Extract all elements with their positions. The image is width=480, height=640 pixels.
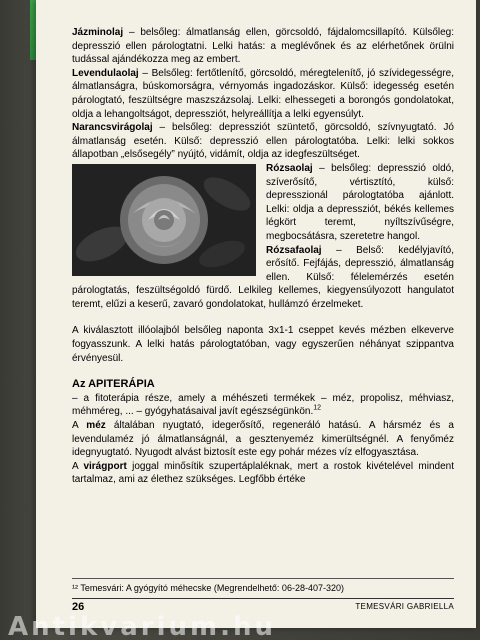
paragraph-jazmin: Jázminolaj – belsőleg: álmatlanság ellen, görcsoldó, fájdalomcsillapító. Külsőleg: depresszió ellen párologtatni. Lelki hatás: a meglévőnek és az elérhetőnek örülni tudással ajándékozza meg az embert. [72, 27, 454, 66]
footnote: ¹² Temesvári: A gyógyító méhecske (Megrendelhető: 06-28-407-320) [72, 578, 454, 594]
term-viragpor: virágport [83, 460, 127, 472]
page-number: 26 [72, 601, 85, 613]
oil-heading-rozsa: Rózsaolaj [266, 162, 313, 174]
paragraph-rozsa: Rózsaolaj – belsőleg: depresszió oldó, szíverősítő, vértisztító, külső: depresszionál párologtatóba ajánlott. Lelki: oldja a depressziót, békés kellemes légkört teremt, nyíltszívűségre, megbocsátásra, szeretetre hangol. [266, 162, 454, 242]
page-footer [72, 598, 454, 613]
oil-heading-rozsafa: Rózsafaolaj [266, 244, 322, 256]
paragraph-levendula: Levendulaolaj – Belsőleg: fertőtlenítő, görcsoldó, méregtelenítő, jó szívidegességre, álmatlanságra, búskomorságra, vérnyomás ingadozáskor. Külső: idegesség esetén párologtató, feszültségre maszszázsolaj. Lelki: elhessegeti a borongós gondolatokat, oldja a lehangoltságot, depressziót, helyreállítja a lelki egyensúlyt. [72, 67, 454, 120]
paragraph-rozsafa: Rózsafaolaj – Belső: kedélyjavító, erősítő. Fejfájás, depresszió, álmatlanság ellen. Külső: félelemérzés esetén párologtatás, feszültségoldó fürdő. Lelkileg kellemes, kiegyensúlyozott hangulatot teremt, elűzi a keserű, zavaró gondolatokat, hullámzó érzelmeket. [72, 244, 454, 310]
section-title-apiterapia: Az APITERÁPIA [72, 378, 155, 391]
oil-heading-jazmin: Jázminolaj [72, 27, 124, 38]
oil-heading-levendula: Levendulaolaj [72, 67, 139, 79]
page-content [72, 26, 454, 487]
running-footer-author: TEMESVÁRI GABRIELLA [355, 602, 454, 611]
paragraph-apiterapia-intro: – a fitoterápia része, amely a méhészeti termékek – méz, propolisz, méhviasz, méhméreg, ... – gyógyhatásaival javít egészségünkön.$^{12}$ [72, 392, 454, 418]
paragraph-narancsvirag: Narancsvirágolaj – belsőleg: depressziót szüntető, görcsoldó, szívnyugtató. Jó álmatlanság esetén. Külső: depresszió ellen párologtatóba. Lelki: lelki sokkos állapotban „elsősegély” nyújtó, vidámít, oldja az idegfeszültséget. [72, 122, 454, 161]
watermark: Antikvarium.hu [8, 612, 276, 640]
oil-heading-narancsvirag: Narancsvirágolaj [72, 122, 153, 134]
term-mez: méz [86, 420, 106, 432]
paragraph-dosage: A kiválasztott illóolajból belsőleg naponta 3x1-1 cseppet kevés mézben elkeverve fogyasszunk. A lelki hatás párologtatóban, vagy egyszerűen néhányat szippantva érvényesül. [72, 325, 454, 364]
paragraph-mez: A méz általában nyugtató, idegerősítő, regeneráló hatású. A hársméz és a levendulaméz jó álmatlanságnál, a gesztenyeméz kimerültségnél. A fenyőméz idegnyugtató. Nyugodt alvást biztosít este egy pohár mézes víz elfogyasztása. [72, 420, 454, 459]
paragraph-viragpor: A virágport joggal minősítik szupertáplaléknak, mert a rostok kivételével mindent tartalmaz, ami az élethez szükséges. Legfőbb értéke [72, 460, 454, 486]
rose-photo [72, 164, 256, 276]
footnote-reference: 12 [313, 405, 322, 413]
